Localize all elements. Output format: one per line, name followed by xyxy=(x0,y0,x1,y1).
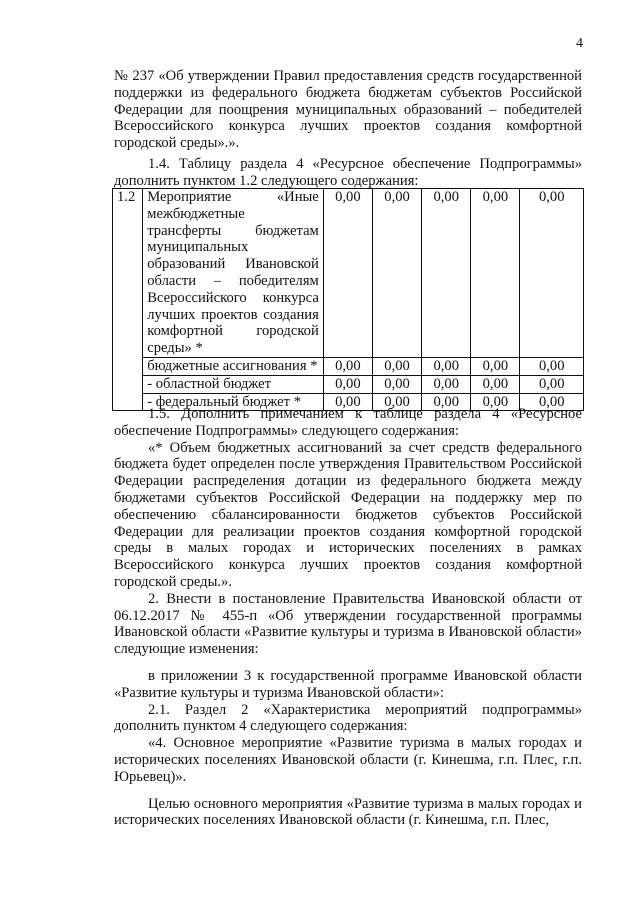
row-label: - федеральный бюджет * xyxy=(143,393,324,411)
table-cell: 0,00 xyxy=(520,393,584,411)
text-block-intro xyxy=(114,156,582,190)
table-cell: 0,00 xyxy=(520,357,584,375)
resource-table xyxy=(112,188,584,411)
table-cell: 0,00 xyxy=(372,189,421,358)
table-cell: 0,00 xyxy=(471,375,520,393)
table-cell: 0,00 xyxy=(422,357,471,375)
table-cell: 0,00 xyxy=(471,189,520,358)
text-block-bottom xyxy=(114,406,582,829)
row-description: Мероприятие «Иные межбюджетные трансферты бюджетам муниципальных образований Ивановской области – победителям Всероссийского конкурса лучших проектов создания комфортной городской среды» * xyxy=(143,189,324,358)
table-cell: 0,00 xyxy=(323,357,372,375)
row-label: - областной бюджет xyxy=(143,375,324,393)
table-row xyxy=(113,357,584,375)
row-number: 1.2 xyxy=(113,189,143,411)
table-row xyxy=(113,375,584,393)
paragraph: 2.1. Раздел 2 «Характеристика мероприятий подпрограммы» дополнить пунктом 4 следующего содержания: xyxy=(114,701,582,735)
paragraph: 2. Внести в постановление Правительства Ивановской области от 06.12.2017 № 455-п «Об утверждении государственной программы Ивановской области «Развитие культуры и туризма в Ивановской области» следующие изменения: xyxy=(114,590,582,658)
paragraph: «* Объем бюджетных ассигнований за счет средств федерального бюджета будет определен после утверждения Правительством Российской Федерации распределения дотации из федерального бюджета между бюджетами субъектов Российской Федерации на поддержку мер по обеспечению сбалансированности бюджетов субъектов Российской Федерации для реализации проектов создания комфортной городской среды в малых городах и исторических поселениях в рамках Всероссийского конкурса лучших проектов создания комфортной городской среды.». xyxy=(114,439,582,590)
paragraph: в приложении 3 к государственной программе Ивановской области «Развитие культуры и туризма Ивановской области»: xyxy=(114,667,582,701)
table-cell: 0,00 xyxy=(422,189,471,358)
table-cell: 0,00 xyxy=(422,375,471,393)
paragraph: Целью основного мероприятия «Развитие туризма в малых городах и исторических поселениях Ивановской области (г. Кинешма, г.п. Плес, xyxy=(114,795,582,829)
table-cell: 0,00 xyxy=(323,189,372,358)
paragraph: 1.4. Таблицу раздела 4 «Ресурсное обеспечение Подпрограммы» дополнить пунктом 1.2 следующего содержания: xyxy=(114,156,582,189)
table-cell: 0,00 xyxy=(372,375,421,393)
table-cell: 0,00 xyxy=(372,357,421,375)
table-cell: 0,00 xyxy=(471,357,520,375)
row-label: бюджетные ассигнования * xyxy=(143,357,324,375)
table-row xyxy=(113,189,584,358)
paragraph: «4. Основное мероприятие «Развитие туризма в малых городах и исторических поселениях Ивановской области (г. Кинешма, г.п. Плес, г.п. Юрьевец)». xyxy=(114,735,582,785)
table-cell: 0,00 xyxy=(323,375,372,393)
text-block-top xyxy=(114,68,582,152)
table-cell: 0,00 xyxy=(520,189,584,358)
table-cell: 0,00 xyxy=(471,393,520,411)
table-cell: 0,00 xyxy=(422,393,471,411)
paragraph: № 237 «Об утверждении Правил предоставления средств государственной поддержки из федерального бюджета бюджетам субъектов Российской Федерации для поощрения муниципальных образований – победителей Всероссийского конкурса лучших проектов создания комфортной городской среды».». xyxy=(114,68,582,152)
table-cell: 0,00 xyxy=(372,393,421,411)
page-number: 4 xyxy=(576,36,583,51)
table-cell: 0,00 xyxy=(323,393,372,411)
paragraph: 1.5. Дополнить примечанием к таблице раздела 4 «Ресурсное обеспечение Подпрограммы» следующего содержания: xyxy=(114,406,582,439)
table-cell: 0,00 xyxy=(520,375,584,393)
